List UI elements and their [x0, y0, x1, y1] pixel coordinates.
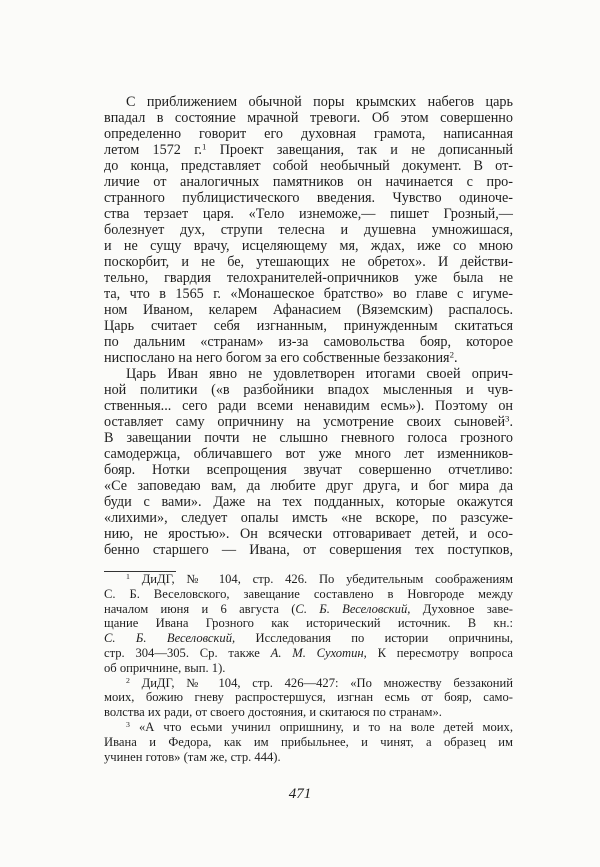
text-segment: нию, не яростью». Он всячески отговаривает детей, и осо- — [104, 526, 513, 542]
text-line — [104, 526, 513, 542]
text-line — [104, 94, 513, 110]
text-segment: моих, божию гневу распростершуся, изгнан есмь от бояр, само- — [104, 690, 513, 705]
text-segment: «А что есьми учинил опришнину, и то на воле детей моих, — [129, 719, 513, 734]
text-line — [104, 631, 513, 646]
text-line — [104, 676, 513, 691]
text-line — [104, 690, 513, 705]
text-line — [104, 661, 513, 676]
text-line — [104, 572, 513, 587]
text-segment: ства терзает царя. «Тело изнеможе,— пишет Грозный,— — [104, 206, 513, 222]
footnote — [104, 720, 513, 764]
text-segment: С. Б. Веселовского, завещание составлено в Новгороде между — [104, 586, 513, 601]
text-segment: В завещании почти не слышно гневного голоса грозного — [104, 430, 513, 446]
text-line — [104, 494, 513, 510]
text-line — [104, 302, 513, 318]
paragraph — [104, 366, 513, 558]
text-segment: та, что в 1565 г. «Монашеское братство» во главе с игуме- — [104, 286, 513, 302]
text-segment: Царь Иван явно не удовлетворен итогами своей оприч- — [126, 366, 513, 382]
text-segment: оставляет саму опричнину на усмотрение своих сыновей — [104, 414, 506, 430]
text-segment: К пересмотру вопроса — [366, 645, 513, 660]
text-segment: . — [453, 350, 458, 366]
text-segment: стр. 304—305. Ср. также — [104, 645, 271, 660]
text-segment: личие от аналогичных памятников он начинается с про- — [104, 174, 513, 190]
text-segment: тельно, гвардия телохранителей-опричников уже была не — [104, 270, 513, 286]
text-segment: до конца, представляет собой необычный документ. В от- — [104, 158, 513, 174]
text-segment: странного публицистического введения. Чувство одиноче- — [104, 190, 513, 206]
text-segment: Проект завещания, так и не дописанный — [206, 142, 513, 158]
text-segment: бояр. Нотки всепрощения звучат совершенно отчетливо: — [104, 462, 513, 478]
text-line — [104, 735, 513, 750]
text-line — [104, 158, 513, 174]
text-segment: щание Ивана Грозного как исторический источник. В кн.: — [104, 616, 513, 631]
text-segment: поскорбит, и не бе, утешающих не обретох». И действи- — [104, 254, 513, 270]
text-line — [104, 206, 513, 222]
text-line — [104, 366, 513, 382]
italic-text: С. Б. Веселовский, — [104, 631, 236, 646]
text-line — [104, 398, 513, 414]
text-line — [104, 462, 513, 478]
footnote-marker: 2 — [126, 675, 130, 685]
text-segment: С приближением обычной поры крымских набегов царь — [126, 94, 513, 110]
text-segment: ДиДГ, № 104, стр. 426. По убедительным соображениям — [129, 572, 513, 586]
text-line — [104, 446, 513, 462]
text-line — [104, 254, 513, 270]
text-line — [104, 587, 513, 602]
footnote-marker: 1 — [126, 572, 130, 582]
text-line — [104, 750, 513, 765]
text-segment: ном Иваном, келарем Афанасием (Вяземским) распалось. — [104, 302, 513, 318]
text-segment: . — [509, 414, 513, 430]
text-line — [104, 110, 513, 126]
text-line — [104, 542, 513, 558]
text-line — [104, 190, 513, 206]
text-segment: ниспослано на него богом за его собственные беззакония — [104, 350, 450, 366]
text-segment: Духовное заве- — [410, 601, 513, 616]
text-segment: впадал в состояние мрачной тревоги. Об этом совершенно — [104, 110, 513, 126]
footnote-marker: 3 — [505, 413, 510, 424]
text-segment: бенно старшего — Ивана, от совершения тех поступков, — [104, 542, 513, 558]
text-segment: началом июня и 6 августа ( — [104, 601, 296, 616]
text-segment: Ивана и Федора, как им прибыльнее, и чинят, а образец им — [104, 734, 513, 749]
text-line — [104, 270, 513, 286]
text-line — [104, 142, 513, 158]
text-line — [104, 126, 513, 142]
text-line — [104, 174, 513, 190]
text-segment: болезнует дух, струпи телесна и душевна умножишася, — [104, 222, 513, 238]
text-line — [104, 334, 513, 350]
text-segment: самодержца, обличавшего вот уже много лет изменников- — [104, 446, 513, 462]
text-segment: «Се заповедаю вам, да любите друг друга, и бог мира да — [104, 478, 513, 494]
text-segment: Исследования по истории опричнины, — [235, 631, 513, 646]
text-line — [104, 616, 513, 631]
footnote — [104, 572, 513, 676]
text-line — [104, 350, 513, 366]
text-line — [104, 705, 513, 720]
text-segment: «лихими», следует опалы имсть «не вскоре, по разсуже- — [104, 510, 513, 526]
text-line — [104, 646, 513, 661]
italic-text: С. Б. Веселовский, — [295, 601, 411, 616]
text-line — [104, 510, 513, 526]
body-text — [104, 94, 513, 558]
text-line — [104, 222, 513, 238]
text-segment: и не сущу врачу, исцеляющему мя, ждах, иже со мною — [104, 238, 513, 254]
footnote — [104, 676, 513, 720]
text-line — [104, 602, 513, 617]
page-number: 471 — [288, 786, 312, 802]
text-segment: Царь считает себя изгнанным, принужденным скитаться — [104, 318, 513, 334]
footnote-marker: 2 — [449, 349, 454, 360]
text-segment: волства их ради, от своего достояния, и скитаюся по странам». — [104, 705, 442, 720]
text-segment: об опричнине, вып. 1). — [104, 660, 226, 675]
text-segment: ственныя... сего ради всеми ненавидим есмь»). Поэтому он — [104, 398, 513, 414]
text-line — [104, 478, 513, 494]
text-line — [104, 238, 513, 254]
text-segment: ДиДГ, № 104, стр. 426—427: «По множеству беззаконий — [129, 675, 513, 690]
text-segment: определенно говорит его духовная грамота, написанная — [104, 126, 513, 142]
text-line — [104, 414, 513, 430]
footnotes — [104, 572, 513, 764]
text-segment: по дальним «странам» из-за самовольства бояр, которое — [104, 334, 513, 350]
text-segment: ной политики («в разбойники впадох мысленныя и чув- — [104, 382, 513, 398]
text-line — [104, 382, 513, 398]
text-segment: буди с вами». Даже на тех подданных, которые окажутся — [104, 494, 513, 510]
text-line — [104, 720, 513, 735]
text-segment: летом 1572 г. — [104, 142, 202, 158]
text-line — [104, 318, 513, 334]
footnote-marker: 1 — [201, 141, 207, 152]
italic-text: А. М. Сухотин, — [270, 645, 367, 660]
footnote-marker: 3 — [126, 720, 130, 730]
paragraph — [104, 94, 513, 366]
text-line — [104, 430, 513, 446]
text-segment: учинен готов» (там же, стр. 444). — [104, 749, 281, 764]
text-line — [104, 286, 513, 302]
